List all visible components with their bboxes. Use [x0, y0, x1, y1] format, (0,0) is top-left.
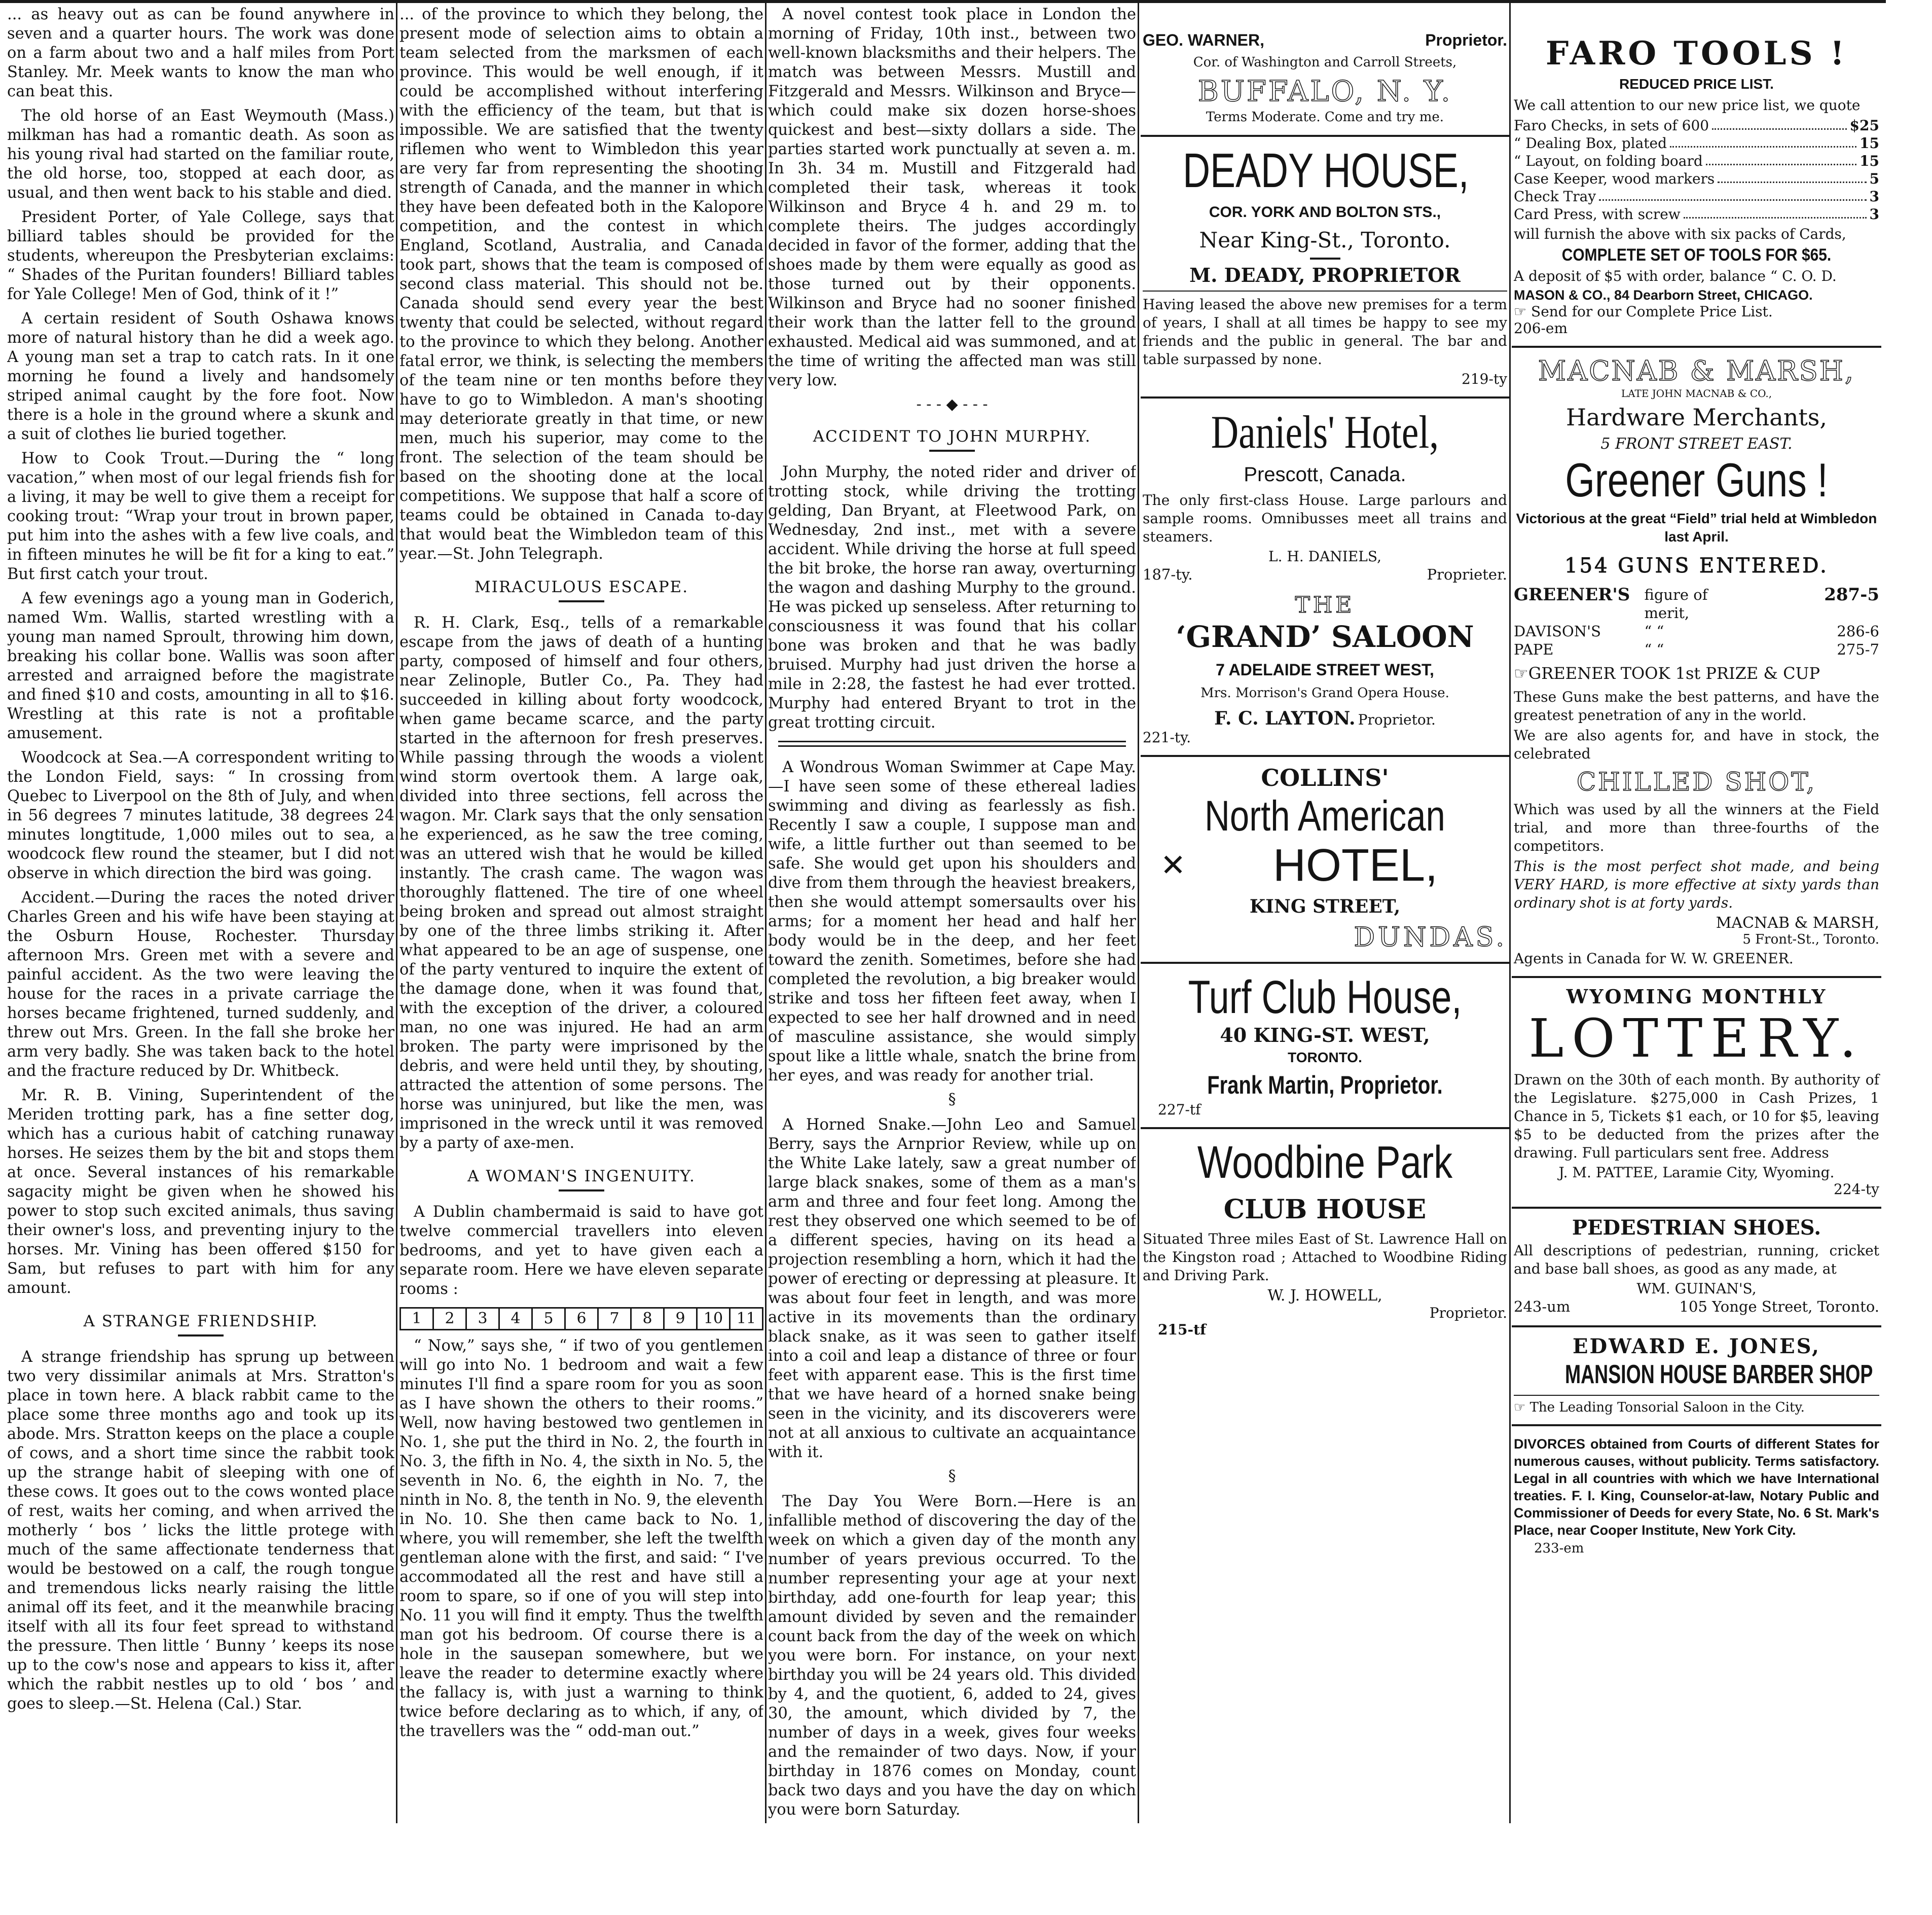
- ad-name: GEO. WARNER,: [1143, 31, 1265, 49]
- merit-value: 287-5: [1824, 585, 1879, 605]
- ad-title: Hardware Merchants,: [1565, 404, 1828, 431]
- ad-name: W. J. HOWELL,: [1267, 1287, 1382, 1305]
- article-text: “ Now,” says she, “ if two of you gentlemen will go into No. 1 bedroom and wait a few minutes I'll find a spare room for you as soon as I have shown the others to their rooms.” Well, now having bestowed two gentlemen in No. 1, she put the third in No. 2, the fourth in No. 3, the fifth in No. 4, the sixth in No. 5, the seventh in No. 6, the eighth in No. 7, the ninth in No. 8, the tenth in No. 9, the eleventh in No. 10. She then came back to No. 1, where, you will remember, she left the twelfth gentleman alone with the first, and said: “ I've accommodated all the rest and have still a room to spare, so if one of you will step into No. 11 you will find it empty. Thus the twelfth man got his bedroom. Of course there is a hole in the sausepan somewhere, but we leave the reader to determine exactly where the fallacy is, with just a warning to think twice before declaring as to which, if any, of the travellers was the “ odd-man out.”: [399, 1337, 763, 1740]
- ad-title: Woodbine Park: [1197, 1137, 1453, 1188]
- ad-separator: [1512, 1325, 1881, 1327]
- ad-body: The only first-class House. Large parlours and sample rooms. Omnibusses meet all trains and steamers.: [1143, 492, 1507, 545]
- room-cell: 6: [566, 1309, 599, 1329]
- ad-title: HOTEL,: [1272, 840, 1438, 891]
- column-rule: [765, 0, 767, 1823]
- section-mark: §: [948, 1467, 956, 1485]
- price-value: 3: [1869, 206, 1879, 223]
- column-rule: [1509, 0, 1511, 1823]
- article-text: A Wondrous Woman Swimmer at Cape May.—I have seen some of these ethereal ladies swimming and diving as fearlessly as fish. Recently I saw a couple, I suppose man and wife, a little further out than seemed to be safe. She would get upon his shoulders and dive from them through the heaviest breakers, then she would attempt somersaults over his arms; for a moment her head and half her body would be in the deep, and her feet toward the zenith. Sometimes, before she had completed the revolution, a big breaker would strike and toss her fifteen feet away, when I expected to see her half drowned and in need of masculine assistance, she would simply spout like a little whale, snatch the brine from her eyes, and was ready for another trial.: [768, 758, 1136, 1085]
- ad-body: These Guns make the best patterns, and have the greatest penetration of any in the world.: [1514, 689, 1879, 724]
- article-text: ... of the province to which they belong, the present mode of selection aims to obtain a team selected from the marksmen of each province. This would be well enough, if it could be accomplished without interfering with the efficiency of the team, but that is impossible. We are satisfied that the twenty riflemen who went to Wimbledon this year are very far from representing the shooting strength of Canada, and the manner in which they have been defeated both in the Kalopore competition, and the contest in which England, Scotland, Australia, and Canada took part, shows that the team is composed of second class material. This should not be. Canada should send every year the best twenty that could be selected, without regard to the province to which they belong. Another fatal error, we think, is selecting the members of the team nine or ten months before they have to go to Wimbledon. A man's shooting may deteriorate greatly in that time, or new men, much his superior, may come to the front. The selection of the team should be based on the shooting done at the local competitions. We suppose that half a score of teams could be obtained in Canada to-day that would beat the Wimbledon team of this year.—St. John Telegraph.: [399, 6, 763, 563]
- ad-code: 221-ty.: [1143, 729, 1191, 746]
- room-cell: 7: [599, 1309, 632, 1329]
- price-row: [1514, 117, 1879, 134]
- ad-separator: [1512, 1207, 1881, 1209]
- merit-value: 275-7: [1837, 641, 1879, 658]
- ad-title: Daniels' Hotel,: [1211, 406, 1439, 458]
- ad-macnab-marsh: [1512, 352, 1881, 972]
- ad-code: 224-ty: [1834, 1181, 1879, 1198]
- ad-name: MACNAB & MARSH,: [1716, 914, 1879, 932]
- dot-leader: [1599, 188, 1866, 201]
- section-mark: §: [948, 1091, 956, 1108]
- ad-title: Turf Club House,: [1188, 971, 1462, 1023]
- room-cell: 9: [665, 1309, 698, 1329]
- ad-title: WYOMING MONTHLY: [1566, 985, 1827, 1008]
- dot-leader: [1670, 134, 1856, 148]
- ad-body: Victorious at the great “Field” trial held at Wimbledon last April.: [1516, 511, 1877, 545]
- ad-code: 233-em: [1534, 1541, 1584, 1556]
- article-text: ... as heavy out as can be found anywhere in seven and a quarter hours. The work was done on a farm about two and a half miles from Port Stanley. Mr. Meek wants to know the man who can beat this.: [7, 6, 394, 100]
- ad-title: COLLINS': [1261, 764, 1389, 791]
- ad-faro-tools: [1512, 0, 1881, 342]
- ad-separator: [1141, 962, 1509, 964]
- ad-title: LOTTERY.: [1528, 1007, 1865, 1069]
- ad-title: DEADY HOUSE,: [1183, 143, 1469, 198]
- heading-dash: [1310, 258, 1340, 260]
- ad-body: DIVORCES obtained from Courts of different States for numerous causes, without publicity. Terms satisfactory. Legal in all countries with which we have International treaties. F. I. King, Counselor-at-law, Notary Public and Commissioner of Deeds for every State, No. 6 St. Mark's Place, near Cooper Institute, New York City.: [1514, 1436, 1879, 1538]
- ad-separator: [1143, 291, 1507, 292]
- ad-title: CHILLED SHOT,: [1576, 767, 1817, 797]
- ad-divorces: [1512, 1430, 1881, 1561]
- article-heading: ACCIDENT TO JOHN MURPHY.: [813, 427, 1091, 446]
- article-text: John Murphy, the noted rider and driver of trotting stock, while driving the trotting gelding, Dan Bryant, at Fleetwood Park, on Wednesday, 2nd inst., met with a severe accident. While driving the horse at full speed the bit broke, the horse ran away, overturning the wagon and dashing Murphy to the ground. He was picked up senseless. After returning to consciousness it was found that his collar bone was broken and that he was badly bruised. Murphy had just driven the horse a mile in 2:28, the fastest he had ever trotted. Murphy had entered Bryant to trot in the great trotting circuit.: [768, 463, 1136, 732]
- ad-subtitle: LATE JOHN MACNAB & CO.,: [1621, 387, 1772, 400]
- double-rule: [778, 741, 1126, 747]
- ornament-divider: - - - ◆ - - -: [916, 395, 988, 413]
- room-cell: 2: [434, 1309, 467, 1329]
- ad-address: COR. YORK AND BOLTON STS.,: [1209, 204, 1441, 221]
- ad-city: DUNDAS.: [1354, 922, 1507, 953]
- heading-dash: [559, 1189, 604, 1191]
- ad-edward-jones: [1512, 1331, 1881, 1420]
- ad-offer: COMPLETE SET OF TOOLS FOR $65.: [1561, 245, 1832, 265]
- price-label: Card Press, with screw: [1514, 206, 1681, 223]
- price-label: Faro Checks, in sets of 600: [1514, 117, 1709, 134]
- ad-body: Drawn on the 30th of each month. By authority of the Legislature. $275,000 in Cash Prizes, 1 Chance in 5, Tickets $1 each, or 10 for $5, leaving $5 to be deducted from the prizes after the drawing. Full particulars sent free. Address: [1514, 1071, 1879, 1161]
- price-row: [1514, 188, 1879, 205]
- article-text: R. H. Clark, Esq., tells of a remarkable escape from the jaws of death of a hunting party, composed of himself and four others, near Zelinople, Butler Co., Pa. They had succeeded in killing about forty woodcock, when game became scarce, and the party started in the afternoon for fresh preserves. While passing through the woods a violent wind storm overtook them. A large oak, divided into three sections, fell across the wagon. Mr. Clark says that the only sensation he experienced, as he saw the tree coming, was an uttered wish that he would be killed instantly. The crash came. The wagon was thoroughly flattened. The tire of one wheel being broken and spread out almost straight by one of the three limbs striking it. After what appeared to be an age of suspense, one of the party ventured to inquire the extent of the damage done, when it was found that, with the exception of the driver, a coloured man, no one was injured. He had an arm broken. The party were imprisoned by the debris, and were held until they, by shouting, attracted the attention of some persons. The horse was uninjured, but like the men, was imprisoned in the wreck until it was removed by a party of axe-men.: [399, 614, 763, 1152]
- article-heading: MIRACULOUS ESCAPE.: [474, 578, 689, 596]
- ad-subtitle: REDUCED PRICE LIST.: [1619, 76, 1774, 92]
- merit-value: 286-6: [1837, 623, 1879, 640]
- article-text: A Horned Snake.—John Leo and Samuel Berry, says the Arnprior Review, while up on the White Lake lately, saw a great number of large black snakes, some of them as a man's arm and three and four feet long. Among the rest they observed one which seemed to be of a different species, having on its head a projection resembling a horn, which it had the power of erecting or depressing at pleasure. It was about four feet in length, and was more active in its movements than the ordinary black snake, as it was seen to gather itself into a coil and leap a distance of three or four feet with apparent ease. This is the first time that we have heard of a horned snake being seen in the vicinity, and its discoverers were not at all anxious to cultivate an acquaintance with it.: [768, 1116, 1136, 1461]
- ad-body: Which was used by all the winners at the Field trial, and more than three-fourths of the competitors.: [1514, 801, 1879, 854]
- pointing-hand-icon: ☞: [1514, 1400, 1530, 1415]
- price-value: 15: [1860, 135, 1879, 152]
- ad-subtitle: Near King-St., Toronto.: [1199, 228, 1451, 252]
- merit-name: DAVISON'S: [1514, 623, 1601, 640]
- ad-title: PEDESTRIAN SHOES.: [1572, 1216, 1821, 1240]
- column-3: [768, 0, 1136, 1825]
- article-text: Woodcock at Sea.—A correspondent writing to the London Field, says: “ In crossing from Quebec to Liverpool on the 8th of July, and when in 56 degrees 7 minutes latitude, 38 degrees 24 minutes longtitude, 1,000 miles out to sea, a woodcock flew round the steamer, but I did not observe in which direction the bird was going.: [7, 749, 394, 882]
- price-row: [1514, 134, 1879, 152]
- article-text: A few evenings ago a young man in Goderich, named Wm. Wallis, started wrestling with a young man named Sproult, throwing him down, breaking his collar bone. Wallis was soon after arrested and arraigned before the magistrate and fined $10 and costs, amounting in all to $16. Wrestling at this rate is not a profitable amusement.: [7, 590, 394, 742]
- article-text: How to Cook Trout.—During the “ long vacation,” when most of our legal friends fish for a living, it may be well to give them a receipt for cooking trout: “Wrap your trout in brown paper, put him into the ashes with a few live coals, and in fifteen minutes he will be fit for a king to eat.” But first catch your trout.: [7, 450, 394, 583]
- merit-label: figure of merit,: [1644, 586, 1708, 622]
- price-value: $25: [1849, 117, 1879, 134]
- pointing-hand-icon: ☞: [1514, 664, 1528, 683]
- ad-wyoming-lottery: [1512, 982, 1881, 1203]
- ad-line: [1514, 1297, 1879, 1316]
- ad-body: GREENER TOOK 1st PRIZE & CUP: [1528, 664, 1820, 683]
- ad-subtitle: Mrs. Morrison's Grand Opera House.: [1200, 685, 1449, 701]
- ad-grand-saloon: [1141, 589, 1509, 751]
- heading-dash: [178, 1334, 224, 1336]
- column-rule: [396, 0, 397, 1823]
- ad-proprietor: Frank Martin, Proprietor.: [1207, 1071, 1443, 1099]
- ad-title: EDWARD E. JONES,: [1573, 1334, 1820, 1358]
- ad-line: [1143, 30, 1507, 50]
- ad-body: will furnish the above with six packs of Cards,: [1514, 226, 1846, 242]
- ad-body: A deposit of $5 with order, balance “ C. O. D.: [1514, 268, 1837, 284]
- room-cell: 1: [401, 1309, 434, 1329]
- ad-separator: [1141, 135, 1509, 137]
- ad-line: [1514, 303, 1879, 320]
- ad-address: Cor. of Washington and Carroll Streets,: [1193, 55, 1457, 70]
- article-text: President Porter, of Yale College, says that billiard tables should be provided for the students, whereupon the Presbyterian exclaims: “ Shades of the Puritan founders! Billiard tables for Yale College! Men of God, think of it !”: [7, 208, 394, 303]
- rooms-diagram: [399, 1307, 763, 1330]
- price-row: [1514, 152, 1879, 170]
- ad-subtitle: 154 GUNS ENTERED.: [1564, 554, 1829, 577]
- ad-woodbine-park: [1141, 1133, 1509, 1343]
- ad-separator: [1512, 976, 1881, 978]
- ad-address: 40 KING-ST. WEST,: [1220, 1024, 1430, 1046]
- ad-address: KING STREET,: [1249, 896, 1401, 917]
- column-1: [7, 0, 394, 1825]
- ad-body: This is the most perfect shot made, and being VERY HARD, is more effective at sixty yards than ordinary shot is at forty yards.: [1514, 858, 1879, 911]
- price-value: 5: [1869, 170, 1879, 187]
- ad-title: THE: [1295, 592, 1355, 618]
- ad-terms: Terms Moderate. Come and try me.: [1206, 110, 1444, 125]
- ad-separator: [1141, 396, 1509, 399]
- ad-separator: [1514, 1395, 1879, 1396]
- room-cell: 11: [736, 1310, 756, 1327]
- ad-line: [1143, 840, 1507, 891]
- ad-name: F. C. LAYTON.: [1214, 708, 1356, 729]
- article-text: A Dublin chambermaid is said to have got twelve commercial travellers into eleven bedrooms, and yet to have given each a separate room. Here we have eleven separate rooms :: [399, 1203, 763, 1298]
- room-cell: 5: [533, 1309, 566, 1329]
- ad-warner: [1141, 0, 1509, 131]
- room-cell: 3: [467, 1309, 500, 1329]
- ad-code: 206-em: [1514, 320, 1568, 337]
- ad-role: Proprieter.: [1427, 566, 1507, 583]
- article-text: The Day You Were Born.—Here is an infallible method of discovering the day of the week on which a given day of the month any number of years previous occurred. To the number representing your age at your next birthday, add one-fourth for leap year; this amount divided by seven and the remainder count back from the day of the week on which you were born. For instance, on your next birthday you will be 24 years old. This divided by 4, and the quotient, 6, added to 24, gives 30, the amount, which divided by 7, the number of days in a week, gives four weeks and the remainder of two days. Now, if your birthday in 1876 comes on Monday, count back two days and you have the day on which you were born Saturday.: [768, 1493, 1136, 1819]
- merit-label: “ “: [1644, 623, 1664, 640]
- ad-title: MANSION HOUSE BARBER SHOP: [1564, 1360, 1873, 1389]
- ad-address: MASON & CO., 84 Dearborn Street, CHICAGO.: [1514, 287, 1813, 303]
- ad-code: 215-tf: [1158, 1321, 1207, 1338]
- ad-code: 243-um: [1514, 1298, 1571, 1315]
- column-5-ads: [1512, 0, 1881, 1825]
- ad-role: Proprietor.: [1429, 1305, 1507, 1321]
- ad-body: Having leased the above new premises for a term of years, I shall at all times be happy to see my friends and the public in general. The bar and table surpassed by none.: [1143, 296, 1507, 368]
- column-rule: [1138, 0, 1139, 1823]
- article-text: Mr. R. B. Vining, Superintendent of the Meriden trotting park, has a fine setter dog, which has a curious habit of catching runaway horses. He seizes them by the bit and stops them at once. Several instances of his remarkable sagacity might be given when he showed his power to stop such excited animals, thus saving their owner's loss, and preventing injury to the horses. Mr. Vining has been offered $150 for Sam, but refuses to part with him for any amount.: [7, 1087, 394, 1297]
- ad-code: 227-tf: [1158, 1101, 1201, 1118]
- ad-daniels-hotel: [1141, 403, 1509, 589]
- ad-city: TORONTO.: [1288, 1050, 1362, 1065]
- price-row: [1514, 205, 1879, 223]
- room-cell: 4: [500, 1309, 533, 1329]
- article-heading: A STRANGE FRIENDSHIP.: [83, 1312, 318, 1330]
- room-cell: 10: [698, 1309, 731, 1329]
- article-text: A certain resident of South Oshawa knows more of natural history than he did a week ago. A young man set a trap to catch rats. In it one morning he found a lively and handsomely striped animal caught by the fore foot. Now there is a hole in the ground where a skunk and a suit of clothes lie buried together.: [7, 310, 394, 443]
- ad-subtitle: CLUB HOUSE: [1223, 1194, 1427, 1225]
- ad-line: [1514, 664, 1879, 683]
- ad-title: Greener Guns !: [1565, 453, 1828, 507]
- price-row: [1514, 170, 1879, 188]
- price-label: “ Layout, on folding board: [1514, 153, 1703, 169]
- ad-pedestrian-shoes: [1512, 1213, 1881, 1321]
- price-value: 15: [1860, 153, 1879, 169]
- ad-title: North American: [1205, 792, 1445, 840]
- ad-line: [1143, 565, 1507, 584]
- ad-separator: [1512, 346, 1881, 348]
- dot-leader: [1684, 205, 1867, 219]
- ad-address: 5 Front-St., Toronto.: [1742, 932, 1879, 947]
- merit-label: “ “: [1644, 641, 1664, 658]
- heading-dash: [929, 450, 975, 452]
- pointing-hand-icon: ☞: [1514, 303, 1532, 320]
- ad-separator: [1141, 1127, 1509, 1129]
- article-heading: A WOMAN'S INGENUITY.: [467, 1167, 696, 1185]
- ad-name: WM. GUINAN'S,: [1636, 1280, 1757, 1297]
- ad-body: The Leading Tonsorial Saloon in the City.: [1529, 1400, 1805, 1415]
- dot-leader: [1712, 117, 1846, 130]
- price-label: “ Dealing Box, plated: [1514, 135, 1667, 152]
- ad-turf-club: [1141, 968, 1509, 1123]
- ad-body: We are also agents for, and have in stock, the celebrated: [1514, 727, 1879, 762]
- ad-address: 7 ADELAIDE STREET WEST,: [1216, 661, 1434, 679]
- room-cell: 8: [632, 1309, 665, 1329]
- ad-separator: [1141, 755, 1509, 757]
- dot-leader: [1706, 152, 1856, 165]
- ad-title: ‘GRAND’ SALOON: [1176, 620, 1474, 654]
- column-2: [399, 0, 763, 1825]
- ad-role: Proprietor.: [1425, 31, 1507, 49]
- merit-name: PAPE: [1514, 641, 1554, 658]
- dot-leader: [1718, 170, 1866, 183]
- ad-proprietor: M. DEADY, PROPRIETOR: [1189, 264, 1461, 286]
- ad-address: 105 Yonge Street, Toronto.: [1679, 1298, 1879, 1315]
- price-label: Check Tray: [1514, 188, 1596, 205]
- ad-body: All descriptions of pedestrian, running, cricket and base ball shoes, as good as any made, at: [1514, 1242, 1879, 1277]
- merit-table: [1514, 586, 1879, 659]
- ad-title: FARO TOOLS !: [1545, 34, 1848, 73]
- price-value: 3: [1869, 188, 1879, 205]
- ad-city: BUFFALO, N. Y.: [1197, 75, 1452, 108]
- cross-icon: ✕: [1160, 848, 1186, 883]
- ad-deady-house: [1141, 141, 1509, 392]
- article-text: A strange friendship has sprung up between two very dissimilar animals at Mrs. Stratton's place in town here. A black rabbit came to the place some three months ago and took up its abode. Mrs. Stratton keeps on the place a couple of cows, and a short time since the rabbit took up the strange habit of sleeping with one of these cows. It goes out to the cows wonted place of rest, waits her coming, and when arrived the motherly ‘ bos ’ licks the little protege with much of the same affectionate tenderness that would be bestowed on a calf, the rough tongue and tremendous licks nearly raising the little animal off its feet, and it the meanwhile bracing itself with all its four feet spread to withstand the pressure. Then little ‘ Bunny ’ keeps its nose up to the cow's nose and appears to kiss it, after which the rabbit nestles up to old ‘ bos ’ and goes to sleep.—St. Helena (Cal.) Star.: [7, 1348, 394, 1713]
- ad-role: Proprietor.: [1358, 711, 1436, 728]
- ad-code: 219-ty: [1462, 371, 1507, 387]
- article-text: The old horse of an East Weymouth (Mass.) milkman has had a romantic death. As soon as his young rival had started on the familiar route, the old horse, too, stopped at each door, as usual, and then went back to his stable and died.: [7, 107, 394, 202]
- ad-line: [1143, 708, 1507, 729]
- article-text: A novel contest took place in London the morning of Friday, 10th inst., between two well-known blacksmiths and their helpers. The match was between Messrs. Mustill and Fitzgerald and Messrs. Wilkinson and Bryce—which could make six dozen horse-shoes quickest and best—sixty dollars a side. The parties started work punctually at seven a. m. In 3h. 34 m. Mustill and Fitzgerald had completed their task, whereas it took Wilkinson and Bryce 4 h. and 29 m. to complete theirs. The judges accordingly decided in favor of the former, adding that the shoes made by them were equally as good as those turned out by their opponents. Wilkinson and Bryce had no sooner finished their work than the latter fell to the ground exhausted. Medical aid was summoned, and at the time of writing the affected man was still very low.: [768, 6, 1136, 389]
- ad-city: Prescott, Canada.: [1244, 463, 1406, 486]
- price-list: [1514, 117, 1879, 223]
- merit-name: GREENER'S: [1514, 585, 1630, 605]
- ad-body: Send for our Complete Price List.: [1531, 303, 1773, 320]
- article-text: Accident.—During the races the noted driver Charles Green and his wife have been staying at the Osburn House, Rochester. Thursday afternoon Mrs. Green met with a severe and painful accident. As the two were leaving the house for the races in a private carriage the horses became frightened, turned suddenly, and threw out Mrs. Green. In the fall she broke her arm very badly. She was taken back to the hotel and the fracture reduced by Dr. Whitbeck.: [7, 889, 394, 1080]
- ad-body: Situated Three miles East of St. Lawrence Hall on the Kingston road ; Attached to Woodbine Riding and Driving Park.: [1143, 1231, 1507, 1284]
- ad-separator: [1512, 1424, 1881, 1426]
- ad-line: [1514, 1400, 1879, 1415]
- ad-name: L. H. DANIELS,: [1268, 548, 1381, 565]
- ad-collins-hotel: [1141, 761, 1509, 958]
- ad-address: J. M. PATTEE, Laramie City, Wyoming.: [1558, 1164, 1835, 1181]
- column-4-ads: [1141, 0, 1509, 1825]
- ad-code: 187-ty.: [1143, 566, 1193, 583]
- heading-dash: [559, 600, 604, 602]
- ad-body: We call attention to our new price list, we quote: [1514, 97, 1861, 114]
- ad-title: MACNAB & MARSH,: [1538, 355, 1855, 387]
- ad-body: Agents in Canada for W. W. GREENER.: [1514, 950, 1794, 967]
- price-label: Case Keeper, wood markers: [1514, 170, 1715, 187]
- ad-address: 5 FRONT STREET EAST.: [1600, 435, 1793, 453]
